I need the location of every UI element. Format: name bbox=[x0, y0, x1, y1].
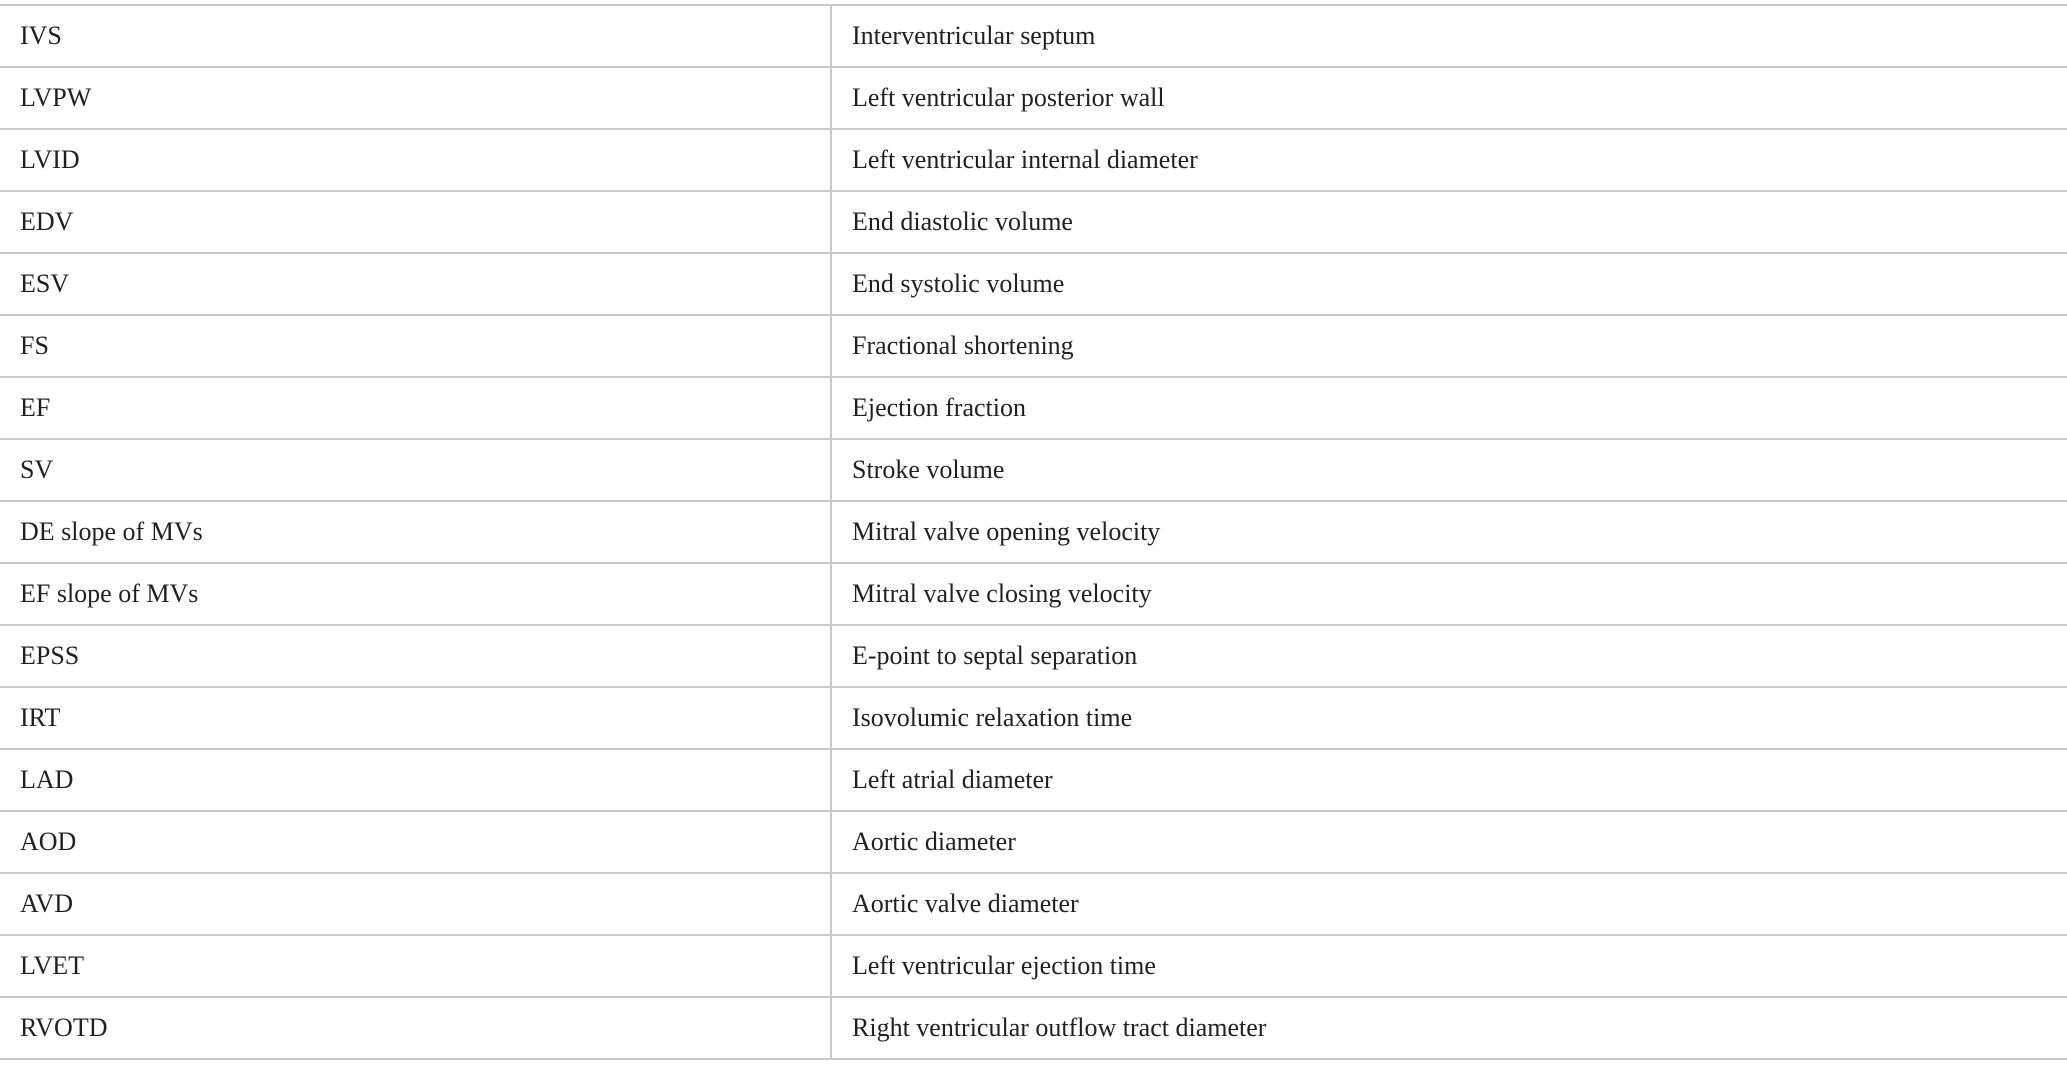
table-row bbox=[0, 997, 2067, 1059]
definition-cell: Aortic diameter bbox=[831, 811, 2067, 873]
definition-cell: Left ventricular internal diameter bbox=[831, 129, 2067, 191]
table-row bbox=[0, 67, 2067, 129]
table-row bbox=[0, 315, 2067, 377]
abbreviation-cell: ESV bbox=[0, 253, 831, 315]
table-row bbox=[0, 873, 2067, 935]
table-row bbox=[0, 749, 2067, 811]
abbreviation-cell: IRT bbox=[0, 687, 831, 749]
table-row bbox=[0, 5, 2067, 67]
table-row bbox=[0, 563, 2067, 625]
table-row bbox=[0, 439, 2067, 501]
definition-cell: Isovolumic relaxation time bbox=[831, 687, 2067, 749]
abbreviation-cell: SV bbox=[0, 439, 831, 501]
abbreviation-table-container bbox=[0, 4, 2067, 1060]
table-row bbox=[0, 625, 2067, 687]
table-row bbox=[0, 935, 2067, 997]
definition-cell: Left ventricular ejection time bbox=[831, 935, 2067, 997]
definition-cell: Mitral valve opening velocity bbox=[831, 501, 2067, 563]
abbreviation-cell: AVD bbox=[0, 873, 831, 935]
abbreviation-cell: IVS bbox=[0, 5, 831, 67]
table-row bbox=[0, 129, 2067, 191]
definition-cell: Right ventricular outflow tract diameter bbox=[831, 997, 2067, 1059]
table-row bbox=[0, 377, 2067, 439]
abbreviation-cell: EF bbox=[0, 377, 831, 439]
definition-cell: Mitral valve closing velocity bbox=[831, 563, 2067, 625]
table-row bbox=[0, 811, 2067, 873]
abbreviation-cell: DE slope of MVs bbox=[0, 501, 831, 563]
abbreviation-cell: EF slope of MVs bbox=[0, 563, 831, 625]
abbreviation-cell: AOD bbox=[0, 811, 831, 873]
definition-cell: Left atrial diameter bbox=[831, 749, 2067, 811]
abbreviation-cell: FS bbox=[0, 315, 831, 377]
abbreviation-cell: LVID bbox=[0, 129, 831, 191]
definition-cell: End systolic volume bbox=[831, 253, 2067, 315]
definition-cell: Interventricular septum bbox=[831, 5, 2067, 67]
abbreviation-cell: EDV bbox=[0, 191, 831, 253]
definition-cell: Aortic valve diameter bbox=[831, 873, 2067, 935]
abbreviation-cell: EPSS bbox=[0, 625, 831, 687]
definition-cell: E-point to septal separation bbox=[831, 625, 2067, 687]
table-row bbox=[0, 253, 2067, 315]
definition-cell: Ejection fraction bbox=[831, 377, 2067, 439]
table-row bbox=[0, 501, 2067, 563]
abbreviation-cell: LVPW bbox=[0, 67, 831, 129]
definition-cell: End diastolic volume bbox=[831, 191, 2067, 253]
definition-cell: Stroke volume bbox=[831, 439, 2067, 501]
abbreviation-cell: LAD bbox=[0, 749, 831, 811]
definition-cell: Fractional shortening bbox=[831, 315, 2067, 377]
table-row bbox=[0, 687, 2067, 749]
abbreviation-cell: LVET bbox=[0, 935, 831, 997]
abbreviation-table bbox=[0, 4, 2067, 1060]
table-row bbox=[0, 191, 2067, 253]
definition-cell: Left ventricular posterior wall bbox=[831, 67, 2067, 129]
abbreviation-cell: RVOTD bbox=[0, 997, 831, 1059]
table-body bbox=[0, 5, 2067, 1059]
